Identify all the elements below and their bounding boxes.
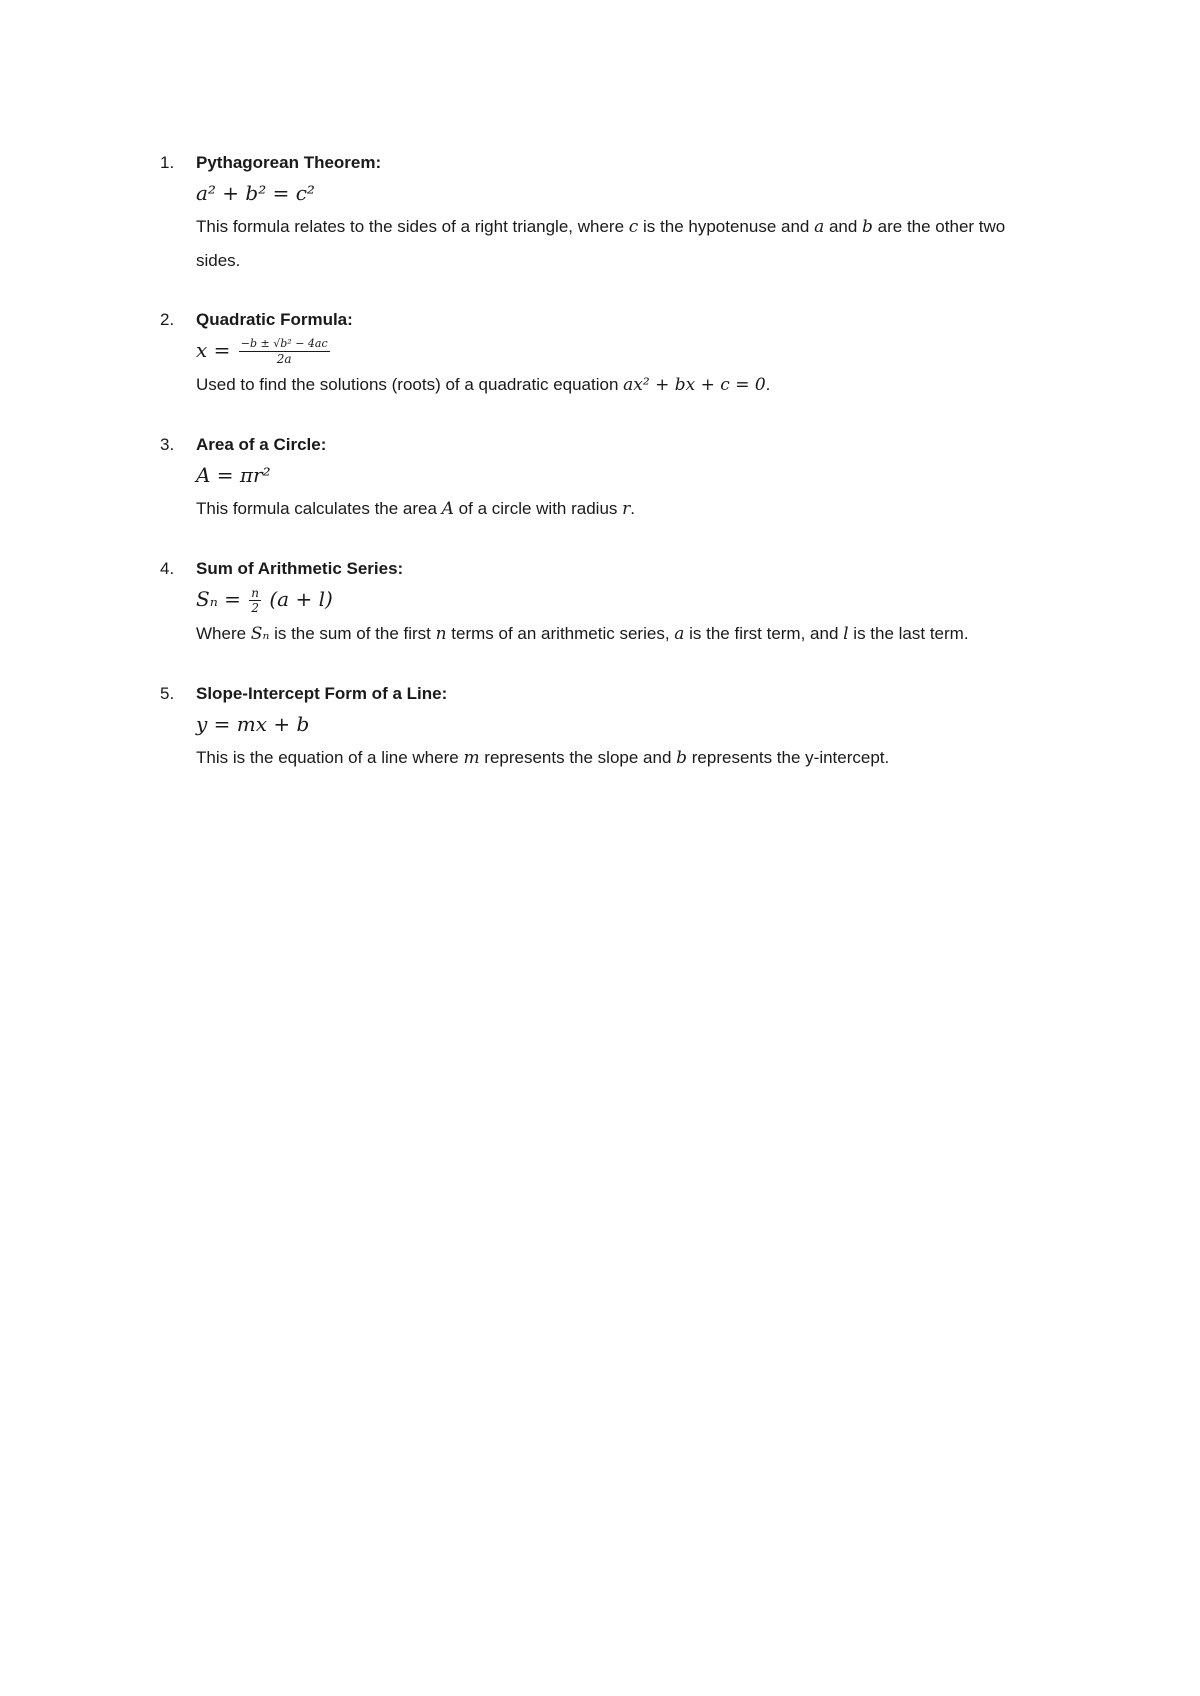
item-number: 2. — [160, 310, 175, 329]
item-description — [196, 368, 1020, 402]
item-number: 4. — [160, 559, 175, 578]
fraction-denominator: 2 — [251, 601, 259, 615]
formula: y = mx + b — [196, 712, 310, 736]
desc-text: This formula calculates the area — [196, 499, 442, 518]
desc-text: terms of an arithmetic series, — [446, 624, 675, 643]
formula-fraction — [249, 586, 261, 615]
desc-text: represents the slope and — [479, 748, 677, 767]
formula: A = πr² — [196, 463, 271, 487]
desc-text: Used to find the solutions (roots) of a quadratic equation — [196, 375, 624, 394]
item-title: Quadratic Formula: — [196, 310, 353, 329]
desc-text: This formula relates to the sides of a right triangle, where — [196, 217, 629, 236]
desc-math: l — [843, 624, 849, 644]
item-number: 3. — [160, 435, 175, 454]
desc-text: is the last term. — [848, 624, 969, 643]
desc-math: b — [676, 748, 688, 768]
list-item-slope-intercept — [160, 681, 1020, 775]
desc-math: c — [628, 217, 639, 237]
desc-math: ax² + bx + c = 0 — [623, 375, 766, 395]
desc-math: n — [435, 624, 447, 644]
desc-math: r — [622, 499, 631, 519]
item-description — [196, 617, 1020, 651]
formula: a² + b² = c² — [196, 181, 315, 205]
desc-text: This is the equation of a line where — [196, 748, 464, 767]
list-item-arithmetic-series — [160, 556, 1020, 651]
item-title: Sum of Arithmetic Series: — [196, 559, 404, 578]
desc-text: represents the y-intercept. — [687, 748, 890, 767]
desc-text: is the sum of the first — [269, 624, 436, 643]
fraction-denominator: 2a — [276, 352, 292, 366]
fraction-numerator: n — [251, 586, 260, 600]
formula-fraction — [239, 337, 330, 366]
item-description — [196, 210, 1020, 277]
formula-lhs: Sₙ = — [196, 587, 248, 611]
desc-text: . — [630, 499, 636, 518]
desc-text: . — [765, 375, 771, 394]
desc-text: is the first term, and — [684, 624, 844, 643]
formula — [196, 335, 1020, 366]
list-item-pythagorean — [160, 150, 1020, 277]
item-title: Pythagorean Theorem: — [196, 153, 382, 172]
desc-text: of a circle with radius — [453, 499, 623, 518]
desc-math: b — [862, 217, 873, 237]
formula — [196, 584, 1020, 615]
list-item-quadratic — [160, 307, 1020, 402]
desc-math: A — [441, 499, 454, 519]
formula-rhs: (a + l) — [263, 587, 333, 611]
item-title: Area of a Circle: — [196, 435, 327, 454]
formula-lhs: x = — [196, 338, 237, 362]
desc-text: and — [824, 217, 863, 236]
item-title: Slope-Intercept Form of a Line: — [196, 684, 448, 703]
item-number: 1. — [160, 153, 175, 172]
fraction-numerator: −b ± √b² − 4ac — [240, 337, 328, 350]
desc-text: are the other two sides. — [196, 217, 1006, 270]
item-description — [196, 741, 1020, 775]
desc-text: Where — [196, 624, 251, 643]
desc-math: a — [814, 217, 825, 237]
desc-math: a — [674, 624, 685, 644]
desc-math: Sₙ — [250, 624, 270, 644]
item-description — [196, 492, 1020, 526]
formula-list — [160, 150, 1020, 805]
desc-text: is the hypotenuse and — [638, 217, 815, 236]
desc-math: m — [463, 748, 480, 768]
list-item-circle-area — [160, 432, 1020, 526]
item-number: 5. — [160, 684, 175, 703]
